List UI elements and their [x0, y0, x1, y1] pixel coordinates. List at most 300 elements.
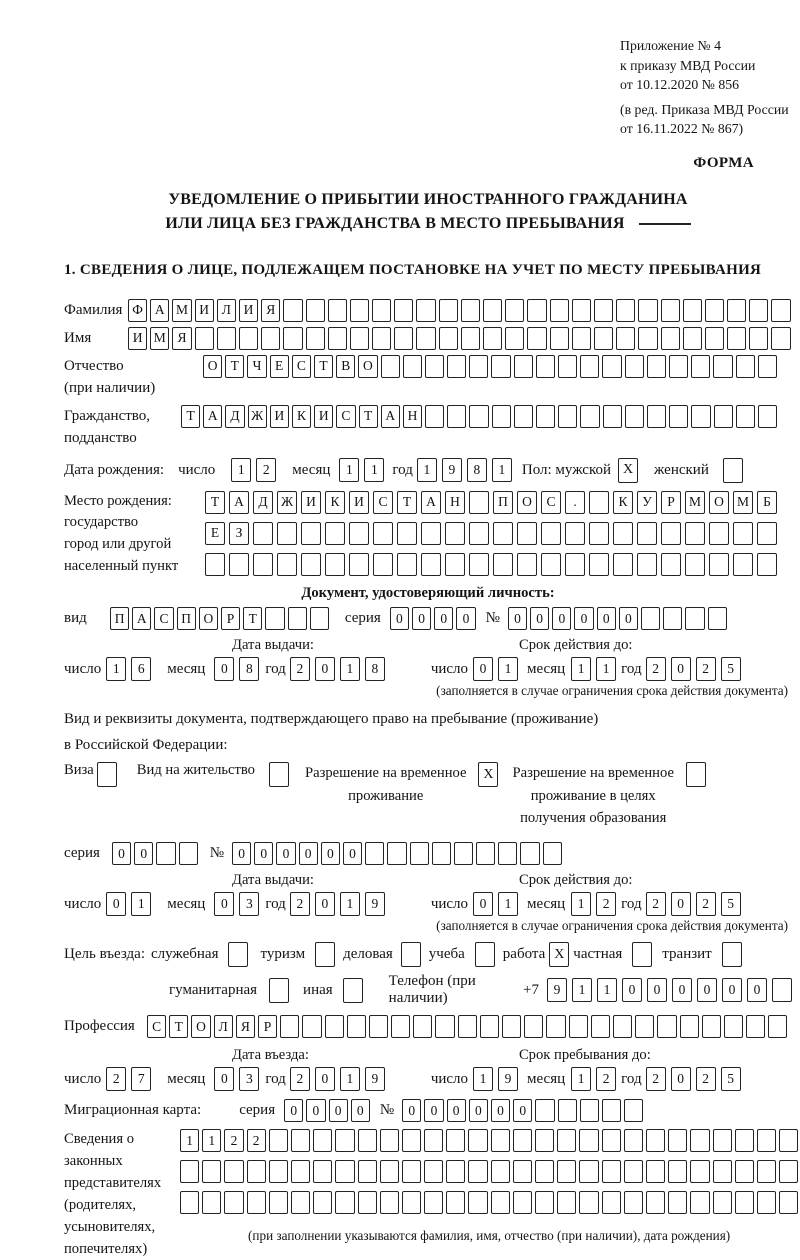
- char-box[interactable]: [535, 1129, 554, 1152]
- char-box[interactable]: [373, 522, 393, 545]
- char-box[interactable]: [403, 355, 422, 378]
- char-box[interactable]: [572, 327, 591, 350]
- char-box[interactable]: [602, 1160, 621, 1183]
- char-box[interactable]: [435, 1015, 454, 1038]
- char-box[interactable]: [661, 299, 680, 322]
- char-box[interactable]: 0: [232, 842, 251, 865]
- char-box[interactable]: [668, 1191, 687, 1214]
- char-box[interactable]: С: [541, 491, 561, 514]
- char-box[interactable]: 0: [469, 1099, 488, 1122]
- char-box[interactable]: Е: [270, 355, 289, 378]
- char-box[interactable]: [447, 355, 466, 378]
- char-box[interactable]: [306, 327, 325, 350]
- char-box[interactable]: [714, 405, 733, 428]
- char-box[interactable]: [735, 1191, 754, 1214]
- char-box[interactable]: [349, 553, 369, 576]
- purpose-tourism-checkbox[interactable]: [315, 942, 335, 967]
- char-box[interactable]: Т: [169, 1015, 188, 1038]
- char-box[interactable]: А: [229, 491, 249, 514]
- char-box[interactable]: [358, 1129, 377, 1152]
- char-box[interactable]: 1: [340, 657, 360, 681]
- char-box[interactable]: 0: [276, 842, 295, 865]
- char-box[interactable]: [757, 522, 777, 545]
- char-box[interactable]: [469, 553, 489, 576]
- char-box[interactable]: [491, 1191, 510, 1214]
- char-box[interactable]: [269, 1160, 288, 1183]
- char-box[interactable]: [580, 1099, 599, 1122]
- char-box[interactable]: [702, 1015, 721, 1038]
- char-box[interactable]: 0: [647, 978, 667, 1002]
- char-box[interactable]: [683, 327, 702, 350]
- char-box[interactable]: [445, 522, 465, 545]
- purpose-official-checkbox[interactable]: [228, 942, 248, 967]
- char-box[interactable]: [372, 327, 391, 350]
- char-box[interactable]: 2: [256, 458, 276, 482]
- char-box[interactable]: [589, 553, 609, 576]
- char-box[interactable]: [313, 1160, 332, 1183]
- char-box[interactable]: 0: [402, 1099, 421, 1122]
- char-box[interactable]: [557, 1160, 576, 1183]
- char-box[interactable]: 0: [671, 657, 691, 681]
- char-box[interactable]: 0: [315, 892, 335, 916]
- char-box[interactable]: 0: [306, 1099, 325, 1122]
- char-box[interactable]: [261, 327, 280, 350]
- char-box[interactable]: И: [314, 405, 333, 428]
- char-box[interactable]: 0: [508, 607, 527, 630]
- purpose-transit-checkbox[interactable]: [722, 942, 742, 967]
- char-box[interactable]: Р: [258, 1015, 277, 1038]
- char-box[interactable]: 0: [697, 978, 717, 1002]
- char-box[interactable]: [708, 607, 727, 630]
- char-box[interactable]: [579, 1191, 598, 1214]
- char-box[interactable]: 0: [390, 607, 409, 630]
- char-box[interactable]: [635, 1015, 654, 1038]
- char-box[interactable]: [613, 553, 633, 576]
- char-box[interactable]: [335, 1160, 354, 1183]
- char-box[interactable]: 1: [498, 657, 518, 681]
- char-box[interactable]: 1: [498, 892, 518, 916]
- char-box[interactable]: 0: [722, 978, 742, 1002]
- char-box[interactable]: [469, 522, 489, 545]
- char-box[interactable]: С: [292, 355, 311, 378]
- char-box[interactable]: 0: [574, 607, 593, 630]
- char-box[interactable]: 1: [417, 458, 437, 482]
- char-box[interactable]: [402, 1129, 421, 1152]
- char-box[interactable]: О: [358, 355, 377, 378]
- char-box[interactable]: [202, 1160, 221, 1183]
- char-box[interactable]: 9: [365, 1067, 385, 1091]
- char-box[interactable]: [705, 299, 724, 322]
- char-box[interactable]: [349, 522, 369, 545]
- char-box[interactable]: [325, 1015, 344, 1038]
- char-box[interactable]: 2: [646, 1067, 666, 1091]
- char-box[interactable]: 5: [721, 657, 741, 681]
- char-box[interactable]: [705, 327, 724, 350]
- char-box[interactable]: [517, 522, 537, 545]
- char-box[interactable]: П: [177, 607, 196, 630]
- char-box[interactable]: [468, 1129, 487, 1152]
- char-box[interactable]: 0: [214, 1067, 234, 1091]
- char-box[interactable]: [602, 355, 621, 378]
- char-box[interactable]: [425, 405, 444, 428]
- char-box[interactable]: [269, 1191, 288, 1214]
- char-box[interactable]: Т: [181, 405, 200, 428]
- char-box[interactable]: [647, 405, 666, 428]
- char-box[interactable]: 9: [498, 1067, 518, 1091]
- char-box[interactable]: 8: [467, 458, 487, 482]
- purpose-study-checkbox[interactable]: [475, 942, 495, 967]
- char-box[interactable]: [288, 607, 307, 630]
- char-box[interactable]: 9: [365, 892, 385, 916]
- char-box[interactable]: [646, 1129, 665, 1152]
- char-box[interactable]: [535, 1099, 554, 1122]
- char-box[interactable]: [646, 1191, 665, 1214]
- char-box[interactable]: 0: [284, 1099, 303, 1122]
- purpose-other-checkbox[interactable]: [343, 978, 363, 1003]
- char-box[interactable]: [195, 327, 214, 350]
- char-box[interactable]: [624, 1129, 643, 1152]
- char-box[interactable]: 0: [351, 1099, 370, 1122]
- char-box[interactable]: 1: [180, 1129, 199, 1152]
- char-box[interactable]: И: [301, 491, 321, 514]
- char-box[interactable]: К: [325, 491, 345, 514]
- char-box[interactable]: 0: [343, 842, 362, 865]
- char-box[interactable]: [493, 553, 513, 576]
- char-box[interactable]: 2: [106, 1067, 126, 1091]
- char-box[interactable]: 0: [424, 1099, 443, 1122]
- char-box[interactable]: [757, 1191, 776, 1214]
- char-box[interactable]: 1: [596, 657, 616, 681]
- char-box[interactable]: [661, 553, 681, 576]
- char-box[interactable]: [536, 355, 555, 378]
- char-box[interactable]: [779, 1160, 798, 1183]
- char-box[interactable]: [421, 522, 441, 545]
- char-box[interactable]: [727, 299, 746, 322]
- char-box[interactable]: [557, 1129, 576, 1152]
- char-box[interactable]: [638, 299, 657, 322]
- char-box[interactable]: [733, 553, 753, 576]
- char-box[interactable]: М: [685, 491, 705, 514]
- char-box[interactable]: [591, 1015, 610, 1038]
- char-box[interactable]: [394, 299, 413, 322]
- char-box[interactable]: [749, 299, 768, 322]
- char-box[interactable]: [580, 405, 599, 428]
- char-box[interactable]: [469, 355, 488, 378]
- char-box[interactable]: [387, 842, 406, 865]
- char-box[interactable]: [468, 1191, 487, 1214]
- char-box[interactable]: [589, 491, 609, 514]
- char-box[interactable]: [180, 1160, 199, 1183]
- char-box[interactable]: [447, 405, 466, 428]
- char-box[interactable]: Н: [403, 405, 422, 428]
- char-box[interactable]: [277, 553, 297, 576]
- char-box[interactable]: 0: [134, 842, 153, 865]
- visa-checkbox[interactable]: [97, 762, 117, 787]
- char-box[interactable]: 8: [365, 657, 385, 681]
- char-box[interactable]: Т: [314, 355, 333, 378]
- char-box[interactable]: [328, 327, 347, 350]
- char-box[interactable]: [505, 327, 524, 350]
- char-box[interactable]: Н: [445, 491, 465, 514]
- char-box[interactable]: Ф: [128, 299, 147, 322]
- char-box[interactable]: [328, 299, 347, 322]
- char-box[interactable]: 2: [290, 657, 310, 681]
- char-box[interactable]: [372, 299, 391, 322]
- char-box[interactable]: Л: [217, 299, 236, 322]
- char-box[interactable]: О: [517, 491, 537, 514]
- char-box[interactable]: [421, 553, 441, 576]
- char-box[interactable]: [691, 355, 710, 378]
- char-box[interactable]: Л: [214, 1015, 233, 1038]
- char-box[interactable]: [669, 355, 688, 378]
- char-box[interactable]: [616, 327, 635, 350]
- char-box[interactable]: [491, 355, 510, 378]
- char-box[interactable]: [669, 405, 688, 428]
- char-box[interactable]: [156, 842, 175, 865]
- char-box[interactable]: [558, 355, 577, 378]
- char-box[interactable]: [661, 522, 681, 545]
- char-box[interactable]: [541, 553, 561, 576]
- char-box[interactable]: [727, 327, 746, 350]
- char-box[interactable]: [397, 553, 417, 576]
- char-box[interactable]: [480, 1015, 499, 1038]
- char-box[interactable]: [558, 1099, 577, 1122]
- char-box[interactable]: [291, 1191, 310, 1214]
- char-box[interactable]: [180, 1191, 199, 1214]
- char-box[interactable]: [603, 405, 622, 428]
- char-box[interactable]: [557, 1191, 576, 1214]
- char-box[interactable]: [491, 1160, 510, 1183]
- char-box[interactable]: [613, 522, 633, 545]
- char-box[interactable]: [550, 327, 569, 350]
- char-box[interactable]: [369, 1015, 388, 1038]
- char-box[interactable]: [709, 522, 729, 545]
- char-box[interactable]: 1: [572, 978, 592, 1002]
- char-box[interactable]: [691, 405, 710, 428]
- char-box[interactable]: [373, 553, 393, 576]
- char-box[interactable]: 7: [131, 1067, 151, 1091]
- char-box[interactable]: [625, 355, 644, 378]
- char-box[interactable]: 0: [597, 607, 616, 630]
- char-box[interactable]: [217, 327, 236, 350]
- char-box[interactable]: [402, 1160, 421, 1183]
- char-box[interactable]: 0: [513, 1099, 532, 1122]
- char-box[interactable]: [253, 553, 273, 576]
- char-box[interactable]: [713, 1191, 732, 1214]
- char-box[interactable]: 2: [646, 892, 666, 916]
- char-box[interactable]: [749, 327, 768, 350]
- char-box[interactable]: [779, 1129, 798, 1152]
- char-box[interactable]: [690, 1129, 709, 1152]
- char-box[interactable]: [757, 1160, 776, 1183]
- char-box[interactable]: 0: [491, 1099, 510, 1122]
- char-box[interactable]: [301, 522, 321, 545]
- char-box[interactable]: 2: [646, 657, 666, 681]
- residence-permit-checkbox[interactable]: [269, 762, 289, 787]
- char-box[interactable]: [685, 553, 705, 576]
- char-box[interactable]: [335, 1191, 354, 1214]
- char-box[interactable]: 8: [239, 657, 259, 681]
- char-box[interactable]: [513, 1191, 532, 1214]
- char-box[interactable]: К: [292, 405, 311, 428]
- char-box[interactable]: [413, 1015, 432, 1038]
- char-box[interactable]: 1: [597, 978, 617, 1002]
- char-box[interactable]: Д: [225, 405, 244, 428]
- char-box[interactable]: [454, 842, 473, 865]
- char-box[interactable]: М: [172, 299, 191, 322]
- char-box[interactable]: [637, 553, 657, 576]
- char-box[interactable]: [229, 553, 249, 576]
- char-box[interactable]: [624, 1160, 643, 1183]
- char-box[interactable]: [517, 553, 537, 576]
- char-box[interactable]: [536, 405, 555, 428]
- char-box[interactable]: [616, 299, 635, 322]
- char-box[interactable]: [416, 327, 435, 350]
- char-box[interactable]: А: [203, 405, 222, 428]
- char-box[interactable]: 1: [340, 1067, 360, 1091]
- char-box[interactable]: 3: [239, 892, 259, 916]
- char-box[interactable]: [513, 1129, 532, 1152]
- char-box[interactable]: [624, 1191, 643, 1214]
- char-box[interactable]: [772, 978, 792, 1002]
- char-box[interactable]: [253, 522, 273, 545]
- char-box[interactable]: [541, 522, 561, 545]
- char-box[interactable]: Б: [757, 491, 777, 514]
- char-box[interactable]: Ж: [277, 491, 297, 514]
- char-box[interactable]: [335, 1129, 354, 1152]
- char-box[interactable]: 1: [340, 892, 360, 916]
- char-box[interactable]: [613, 1015, 632, 1038]
- char-box[interactable]: З: [229, 522, 249, 545]
- char-box[interactable]: 0: [329, 1099, 348, 1122]
- char-box[interactable]: [683, 299, 702, 322]
- char-box[interactable]: К: [613, 491, 633, 514]
- char-box[interactable]: [277, 522, 297, 545]
- char-box[interactable]: [476, 842, 495, 865]
- char-box[interactable]: [535, 1191, 554, 1214]
- char-box[interactable]: [306, 299, 325, 322]
- char-box[interactable]: [291, 1129, 310, 1152]
- char-box[interactable]: 0: [671, 892, 691, 916]
- char-box[interactable]: [269, 1129, 288, 1152]
- char-box[interactable]: 0: [412, 607, 431, 630]
- char-box[interactable]: [624, 1099, 643, 1122]
- char-box[interactable]: [347, 1015, 366, 1038]
- char-box[interactable]: Т: [243, 607, 262, 630]
- char-box[interactable]: [641, 607, 660, 630]
- char-box[interactable]: 0: [530, 607, 549, 630]
- char-box[interactable]: Р: [221, 607, 240, 630]
- char-box[interactable]: Т: [359, 405, 378, 428]
- char-box[interactable]: 0: [434, 607, 453, 630]
- char-box[interactable]: [224, 1160, 243, 1183]
- char-box[interactable]: [535, 1160, 554, 1183]
- char-box[interactable]: О: [203, 355, 222, 378]
- char-box[interactable]: [313, 1129, 332, 1152]
- char-box[interactable]: [513, 1160, 532, 1183]
- char-box[interactable]: [397, 522, 417, 545]
- char-box[interactable]: 1: [131, 892, 151, 916]
- char-box[interactable]: [569, 1015, 588, 1038]
- char-box[interactable]: [205, 553, 225, 576]
- char-box[interactable]: [461, 327, 480, 350]
- char-box[interactable]: [602, 1191, 621, 1214]
- char-box[interactable]: [565, 522, 585, 545]
- char-box[interactable]: [527, 327, 546, 350]
- char-box[interactable]: 0: [299, 842, 318, 865]
- char-box[interactable]: 0: [672, 978, 692, 1002]
- char-box[interactable]: [558, 405, 577, 428]
- char-box[interactable]: Д: [253, 491, 273, 514]
- char-box[interactable]: [247, 1191, 266, 1214]
- char-box[interactable]: 0: [747, 978, 767, 1002]
- char-box[interactable]: 1: [571, 1067, 591, 1091]
- char-box[interactable]: О: [709, 491, 729, 514]
- char-box[interactable]: [565, 553, 585, 576]
- char-box[interactable]: [358, 1160, 377, 1183]
- char-box[interactable]: [224, 1191, 243, 1214]
- char-box[interactable]: 1: [571, 657, 591, 681]
- char-box[interactable]: [445, 553, 465, 576]
- char-box[interactable]: Ч: [247, 355, 266, 378]
- char-box[interactable]: О: [191, 1015, 210, 1038]
- char-box[interactable]: [424, 1160, 443, 1183]
- char-box[interactable]: 3: [239, 1067, 259, 1091]
- char-box[interactable]: 9: [442, 458, 462, 482]
- char-box[interactable]: [736, 355, 755, 378]
- char-box[interactable]: 2: [596, 1067, 616, 1091]
- char-box[interactable]: А: [132, 607, 151, 630]
- char-box[interactable]: 0: [315, 657, 335, 681]
- sex-female-checkbox[interactable]: [723, 458, 743, 483]
- char-box[interactable]: [350, 327, 369, 350]
- char-box[interactable]: [458, 1015, 477, 1038]
- char-box[interactable]: [668, 1129, 687, 1152]
- char-box[interactable]: [758, 355, 777, 378]
- char-box[interactable]: Т: [397, 491, 417, 514]
- char-box[interactable]: 0: [214, 892, 234, 916]
- char-box[interactable]: [313, 1191, 332, 1214]
- char-box[interactable]: [446, 1191, 465, 1214]
- char-box[interactable]: [690, 1160, 709, 1183]
- char-box[interactable]: [350, 299, 369, 322]
- char-box[interactable]: 0: [447, 1099, 466, 1122]
- char-box[interactable]: [381, 355, 400, 378]
- char-box[interactable]: Я: [172, 327, 191, 350]
- char-box[interactable]: 0: [112, 842, 131, 865]
- char-box[interactable]: [498, 842, 517, 865]
- char-box[interactable]: С: [373, 491, 393, 514]
- char-box[interactable]: [461, 299, 480, 322]
- char-box[interactable]: 5: [721, 892, 741, 916]
- char-box[interactable]: [416, 299, 435, 322]
- char-box[interactable]: 1: [231, 458, 251, 482]
- char-box[interactable]: [602, 1099, 621, 1122]
- char-box[interactable]: [757, 1129, 776, 1152]
- char-box[interactable]: [514, 405, 533, 428]
- char-box[interactable]: [709, 553, 729, 576]
- char-box[interactable]: [265, 607, 284, 630]
- edu-permit-checkbox[interactable]: [686, 762, 706, 787]
- char-box[interactable]: [283, 299, 302, 322]
- char-box[interactable]: [394, 327, 413, 350]
- char-box[interactable]: 0: [622, 978, 642, 1002]
- char-box[interactable]: [365, 842, 384, 865]
- char-box[interactable]: [483, 327, 502, 350]
- char-box[interactable]: 0: [254, 842, 273, 865]
- char-box[interactable]: [380, 1129, 399, 1152]
- char-box[interactable]: [647, 355, 666, 378]
